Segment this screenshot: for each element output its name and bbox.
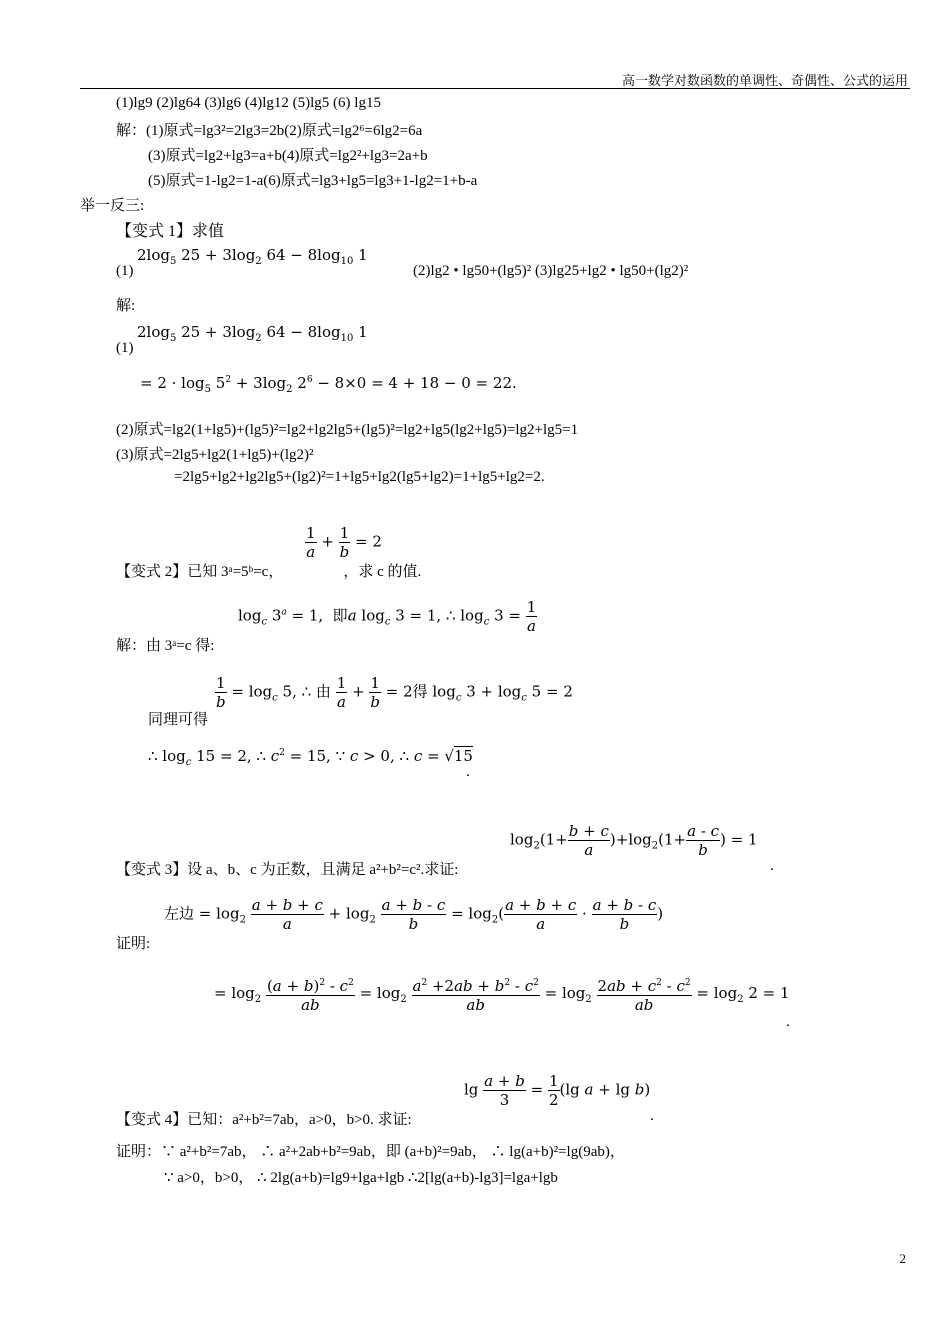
variant-4-proof-2: ∵ a>0，b>0， ∴ 2lg(a+b)=lg9+lga+lgb ∴2[lg(a+b)-lg3]=lga+lgb (164, 1170, 558, 1186)
variant-2-title-suffix: ，求 c 的值. (343, 564, 422, 580)
variant-1-s1-result: = $2 \cdot \log_5 5^2 + 3\log_2$ $2^6 - 8\times 0 = 4 + 18 - 0 = 22$. (140, 374, 517, 395)
variant-3-claim: $\log_2(1+$ $\frac{b + c}{a}$ )$+\log_2(1+$ $\frac{a - c}{b}$ ) = 1 (510, 822, 758, 859)
page-header-title: 高一数学对数函数的单调性、奇偶性、公式的运用 (621, 73, 908, 88)
variant-1-title: 【变式 1】求值 (116, 223, 225, 240)
variant-4-proof-1: 证明：∵ a²+b²=7ab， ∴ a²+2ab+b²=9ab，即 (a+b)²=9ab， ∴ lg(a+b)²=lg(9ab)， (116, 1144, 625, 1160)
intro-problems: (1)lg9 (2)lg64 (3)lg6 (4)lg12 (5)lg5 (6) lg15 (116, 95, 381, 111)
intro-solution-3: (5)原式=1-lg2=1-a(6)原式=lg3+lg5=lg3+1-lg2=1+b-a (148, 173, 478, 189)
variant-4-title: 【变式 4】已知：a²+b²=7ab，a>0，b>0. 求证: (116, 1112, 412, 1128)
variant-2-dot: . (466, 764, 470, 780)
variant-3-dot: . (770, 858, 774, 874)
variant-2-solution-intro: 解：由 3ᵃ=c 得: (116, 638, 215, 654)
variant-3-proof-line2: = $\log_2$ $\frac{(a + b)^2 - c^2}{ab}$ = $\log_2$ $\frac{a^2 +2ab + b^2 - c^2}{ab}$ = $\log_2$ $\frac{2ab + c^2 - c^2}{ab}$ = $\log_2 2 = 1$ (214, 977, 790, 1014)
variant-4-claim: lg $\frac{a + b}{3}$ = $\frac{1}{2}$ (lg a + lg b) (464, 1072, 651, 1109)
variant-3-proof-label: 证明: (116, 936, 151, 952)
variant-2-title (116, 560, 421, 581)
variant-1-p2-p3: (2)lg2 • lg50+(lg5)² (3)lg25+lg2 • lg50+(lg2)² (413, 263, 689, 279)
variant-2-line1: $\log_c 3^a = 1$, 即a $\log_c 3 = 1$, ∴ $\log_c 3$ = $\frac{1}{a}$ (238, 598, 537, 635)
juyi-heading: 举一反三: (80, 198, 145, 214)
variant-3-left-word: 左边 (164, 904, 195, 923)
variant-3-dot-2: . (786, 1014, 790, 1030)
variant-2-title-prefix: 【变式 2】已知 3ᵃ=5ᵇ=c， (116, 564, 284, 580)
variant-1-solution-label: 解: (116, 298, 136, 314)
variant-2-condition: $\frac{1}{a}$ + $\frac{1}{b}$ = 2 (306, 524, 382, 561)
variant-1-p1-expression: $2\log_5$ $25 + 3\log_2$ $64 - 8\log_{10}$ 1 (137, 246, 368, 267)
variant-1-p1-label: (1) (116, 263, 134, 279)
variant-1-s1-label: (1) (116, 340, 134, 356)
variant-1-s1-expression: $2\log_5$ $25 + 3\log_2$ $64 - 8\log_{10}$ 1 (137, 323, 368, 344)
variant-3-title: 【变式 3】设 a、b、c 为正数，且满足 a²+b²=c².求证: (116, 862, 459, 878)
variant-2-line2: $\frac{1}{b}$ = $\log_c 5$, ∴ 由 $\frac{1}{a}$ + $\frac{1}{b}$ = 2得 $\log_c 3 + \log_c 5 = 2$ (216, 674, 573, 711)
variant-1-s3-line1: (3)原式=2lg5+lg2(1+lg5)+(lg2)² (116, 447, 314, 463)
variant-2-tongli: 同理可得 (148, 712, 209, 728)
page-number: 2 (899, 1251, 906, 1266)
variant-3-proof-line1: 左边 = $\log_2$ $\frac{a + b + c}{a}$ + $\log_2$ $\frac{a + b - c}{b}$ = $\log_2$( $\frac{a + b + c}{a}$ · $\frac{a + b - c}{b}$ ) (164, 896, 664, 933)
intro-solution-1: 解：(1)原式=lg3²=2lg3=2b(2)原式=lg2⁶=6lg2=6a (116, 123, 423, 139)
variant-4-dot: . (650, 1108, 654, 1124)
variant-2-line3: ∴ $\log_c 15 = 2$, ∴ $c^2 = 15$, ∵ c > 0, ∴ c = √15 (148, 747, 473, 768)
variant-1-s2: (2)原式=lg2(1+lg5)+(lg5)²=lg2+lg2lg5+(lg5)²=lg2+lg5(lg2+lg5)=lg2+lg5=1 (116, 422, 579, 438)
intro-solution-2: (3)原式=lg2+lg3=a+b(4)原式=lg2²+lg3=2a+b (148, 148, 428, 164)
variant-1-s3-line2: =2lg5+lg2+lg2lg5+(lg2)²=1+lg5+lg2(lg5+lg2)=1+lg5+lg2=2. (174, 469, 545, 485)
header-rule (80, 88, 910, 89)
